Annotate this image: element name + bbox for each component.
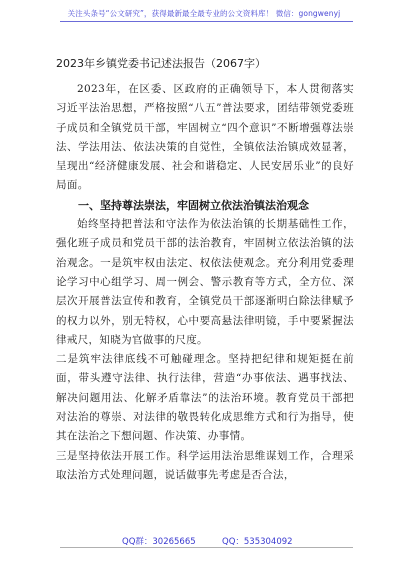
section-heading: 一、坚持尊法崇法，牢固树立依法治镇法治观念	[78, 198, 309, 212]
footer-qq-group: QQ群：30265665	[122, 537, 196, 547]
section-paragraph: 二是筑牢法律底线不可触碰理念。坚持把纪律和规矩挺在前面，带头遵守法律、执行法律，营造“办事依法、遇事找法、解决问题用法、化解矛盾靠法”的法治环境。教育党员干部把对法治的尊崇、对法律的敬畏转化成思维方式和行为指导，使其在法治之下想问题、作决策、办事情。	[56, 353, 354, 443]
document-title: 2023年乡镇党委书记述法报告（2067字）	[56, 57, 266, 70]
intro-paragraph: 2023年，在区委、区政府的正确领导下，本人贯彻落实习近平法治思想，严格按照“八五”普法要求，团结带领党委班子成员和全镇党员干部，牢固树立“四个意识”不断增强尊法崇法、学法用法、依法决策的自觉性，全镇依法治镇成效显著，呈现出“经济健康发展、社会和谐稳定、人民安居乐业”的良好局面。	[56, 83, 354, 192]
document-body	[56, 80, 354, 485]
header-banner: 关注头条号“公文研究”，获得最新最全最专业的公文资料库！ 微信：gongwenyj	[67, 9, 341, 18]
footer-qq-contact: QQ：535304092	[222, 537, 293, 547]
section-paragraph: 始终坚持把普法和守法作为依法治镇的长期基础性工作，强化班子成员和党员干部的法治教育，牢固树立依法治镇的法治观念。一是筑牢权由法定、权依法使观念。充分利用党委理论学习中心组学习、周一例会、警示教育等方式，全方位、深层次开展普法宣传和教育，全镇党员干部逐渐明白除法律赋予的权力以外，别无特权，心中要高悬法律明镜，手中要紧握法律戒尺，知晓为官做事的尺度。	[56, 218, 354, 346]
footer-divider	[60, 547, 353, 548]
section-paragraph: 三是坚持依法开展工作。科学运用法治思维谋划工作，合理采取法治方式处理问题，说话做事先考虑是否合法，	[56, 449, 354, 481]
header-divider	[60, 21, 353, 22]
